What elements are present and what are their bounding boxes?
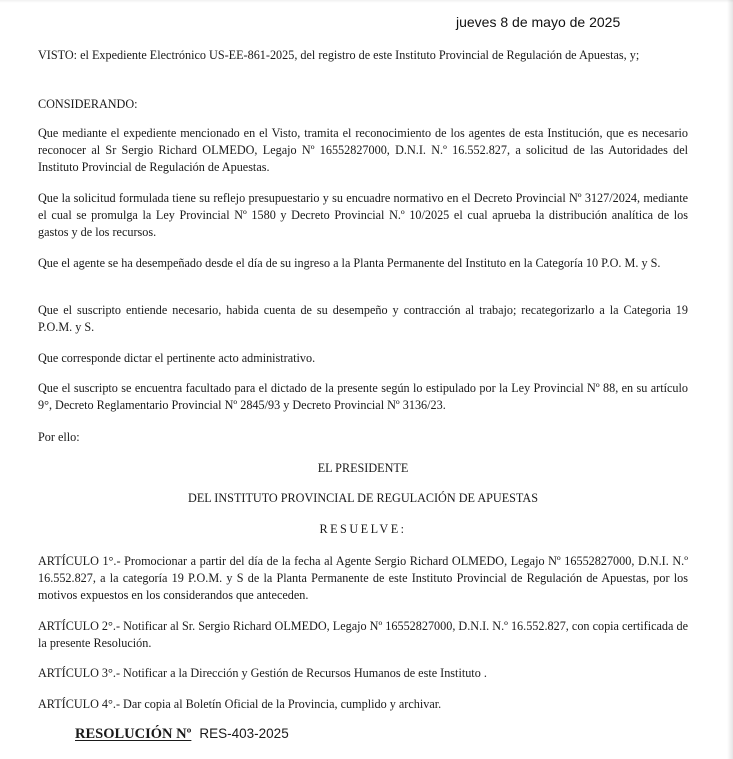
por-ello-line: Por ello: xyxy=(38,430,80,444)
article-1: ARTÍCULO 1°.- Promocionar a partir del día de la fecha al Agente Sergio Richard OLMEDO, Legajo Nº 16552827000, D.N.I. N.º 16.552.827, a la categoría 19 P.O.M. y S de la Planta Permanente de este Instituto Provincial de Regulación de Apuestas, por los motivos expuestos en los considerandos que anteceden. xyxy=(38,554,688,602)
article-3: ARTÍCULO 3°.- Notificar a la Dirección y Gestión de Recursos Humanos de este Instituto . xyxy=(38,666,487,680)
president-heading: EL PRESIDENTE xyxy=(317,461,409,475)
resuelve-heading: RESUELVE: xyxy=(319,522,407,536)
resolution-number: RES-403-2025 xyxy=(199,726,289,741)
considerando-heading: CONSIDERANDO: xyxy=(38,97,138,111)
page-edge-shadow xyxy=(727,0,733,759)
considerando-paragraph-2: Que la solicitud formulada tiene su reflejo presupuestario y su encuadre normativo en el Decreto Provincial Nº 3127/2024, mediante el cual se promulga la Ley Provincial Nº 1580 y Decreto Provincial N.º 10/2025 el cual aprueba la distribución analítica de los gastos y de los recursos. xyxy=(38,191,688,239)
considerando-paragraph-4: Que el suscripto entiende necesario, habida cuenta de su desempeño y contracción al trabajo; recategorizarlo a la Categoria 19 P.O.M. y S. xyxy=(38,303,688,334)
resolution-line xyxy=(75,726,289,743)
considerando-paragraph-1: Que mediante el expediente mencionado en el Visto, tramita el reconocimiento de los agentes de esta Institución, que es necesario reconocer al Sr Sergio Richard OLMEDO, Legajo Nº 16552827000, D.N.I. N.º 16.552.827, a solicitud de las Autoridades del Instituto Provincial de Regulación de Apuestas. xyxy=(38,126,688,174)
document-date: jueves 8 de mayo de 2025 xyxy=(456,14,621,30)
visto-paragraph: VISTO: el Expediente Electrónico US-EE-861-2025, del registro de este Instituto Provincial de Regulación de Apuestas, y; xyxy=(38,48,640,62)
considerando-paragraph-6: Que el suscripto se encuentra facultado para el dictado de la presente según lo estipulado por la Ley Provincial Nº 88, en su artículo 9°, Decreto Reglamentario Provincial Nº 2845/93 y Decreto Provincial Nº 3136/23. xyxy=(38,381,688,412)
article-2: ARTÍCULO 2°.- Notificar al Sr. Sergio Richard OLMEDO, Legajo Nº 16552827000, D.N.I. N.º 16.552.827, con copia certificada de la presente Resolución. xyxy=(38,619,688,650)
resolution-label: RESOLUCIÓN Nº xyxy=(75,726,192,742)
article-4: ARTÍCULO 4°.- Dar copia al Boletín Oficial de la Provincia, cumplido y archivar. xyxy=(38,697,442,711)
considerando-paragraph-5: Que corresponde dictar el pertinente acto administrativo. xyxy=(38,351,316,365)
institute-heading: DEL INSTITUTO PROVINCIAL DE REGULACIÓN DE APUESTAS xyxy=(188,491,538,505)
considerando-paragraph-3: Que el agente se ha desempeñado desde el día de su ingreso a la Planta Permanente del Instituto en la Categoría 10 P.O. M. y S. xyxy=(38,256,661,270)
top-edge xyxy=(0,0,733,3)
